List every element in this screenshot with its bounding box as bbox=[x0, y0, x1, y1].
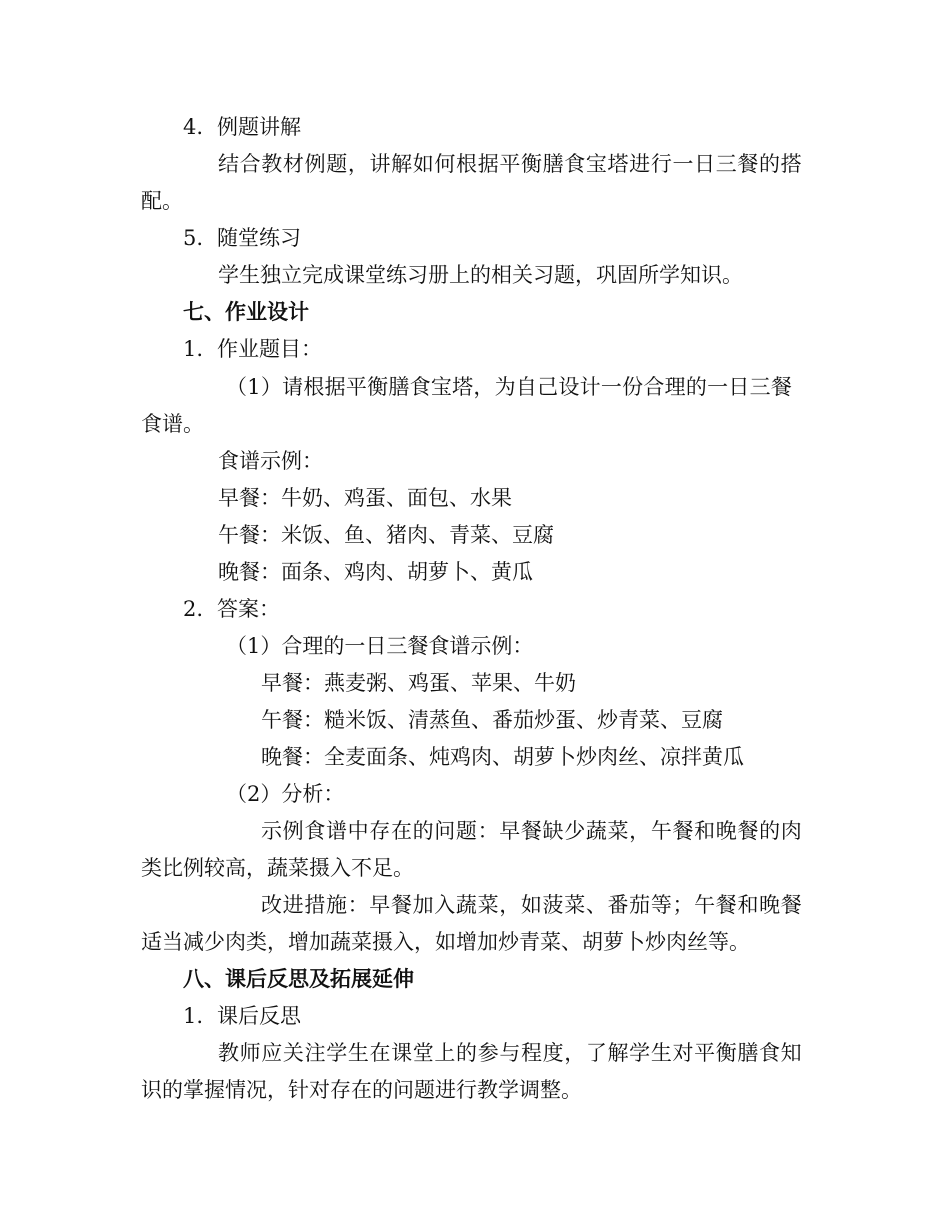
list-heading-text: 作业题目： bbox=[217, 337, 322, 361]
list-heading-text: 答案： bbox=[217, 597, 280, 621]
section-heading: 八、课后反思及拓展延伸 bbox=[183, 966, 414, 991]
list-number: 4. bbox=[183, 115, 204, 139]
list-item-heading bbox=[183, 336, 322, 362]
list-heading-text: 例题讲解 bbox=[217, 115, 301, 139]
list-number: 1. bbox=[183, 1004, 204, 1028]
answer-subheading: （1）合理的一日三餐食谱示例： bbox=[226, 634, 534, 658]
answer-lunch: 午餐：糙米饭、清蒸鱼、番茄炒蛋、炒青菜、豆腐 bbox=[261, 708, 723, 732]
answer-breakfast: 早餐：燕麦粥、鸡蛋、苹果、牛奶 bbox=[261, 671, 576, 695]
recipe-breakfast: 早餐：牛奶、鸡蛋、面包、水果 bbox=[218, 486, 512, 510]
paragraph-line: 配。 bbox=[141, 189, 183, 213]
paragraph-line: 食谱。 bbox=[141, 412, 204, 436]
paragraph-line: 类比例较高，蔬菜摄入不足。 bbox=[141, 856, 414, 880]
list-number: 5. bbox=[183, 226, 204, 250]
paragraph-line: 适当减少肉类，增加蔬菜摄入，如增加炒青菜、胡萝卜炒肉丝等。 bbox=[141, 930, 750, 954]
list-number: 1. bbox=[183, 337, 204, 361]
section-heading: 七、作业设计 bbox=[183, 299, 309, 324]
list-item-heading bbox=[183, 596, 280, 622]
answer-dinner: 晚餐：全麦面条、炖鸡肉、胡萝卜炒肉丝、凉拌黄瓜 bbox=[261, 745, 744, 769]
list-item-heading bbox=[183, 225, 301, 251]
list-item-heading bbox=[183, 1003, 301, 1029]
paragraph-line: 改 进 措 施 ： 早 餐 加 入 蔬 菜 ， 如 菠 菜 、 番 茄 等 ； 午 餐 和 晚 餐 bbox=[261, 893, 802, 917]
paragraph-line: 结 合 教 材 例 题 ， 讲 解 如 何 根 据 平 衡 膳 食 宝 塔 进 行 一 日 三 餐 的 搭 bbox=[218, 152, 802, 176]
paragraph-line: 学生独立完成课堂练习册上的相关习题，巩固所学知识。 bbox=[218, 263, 743, 287]
recipe-lunch: 午餐：米饭、鱼、猪肉、青菜、豆腐 bbox=[218, 523, 554, 547]
paragraph-line: 教 师 应 关 注 学 生 在 课 堂 上 的 参 与 程 度 ， 了 解 学 生 对 平 衡 膳 食 知 bbox=[218, 1041, 802, 1065]
analysis-subheading: （2）分析： bbox=[226, 782, 345, 806]
paragraph-line: 示 例 食 谱 中 存 在 的 问 题 ： 早 餐 缺 少 蔬 菜 ， 午 餐 和 晚 餐 的 肉 bbox=[261, 819, 802, 843]
list-item-heading bbox=[183, 114, 301, 140]
list-heading-text: 课后反思 bbox=[217, 1004, 301, 1028]
paragraph-line: 识的掌握情况，针对存在的问题进行教学调整。 bbox=[141, 1078, 582, 1102]
paragraph-line: （ 1 ） 请 根 据 平 衡 膳 食 宝 塔 ， 为 自 己 设 计 一 份 合 理 的 一 日 三 餐 bbox=[226, 375, 792, 399]
list-heading-text: 随堂练习 bbox=[217, 226, 301, 250]
list-number: 2. bbox=[183, 597, 204, 621]
recipe-label: 食谱示例： bbox=[218, 449, 323, 473]
recipe-dinner: 晚餐：面条、鸡肉、胡萝卜、黄瓜 bbox=[218, 560, 533, 584]
